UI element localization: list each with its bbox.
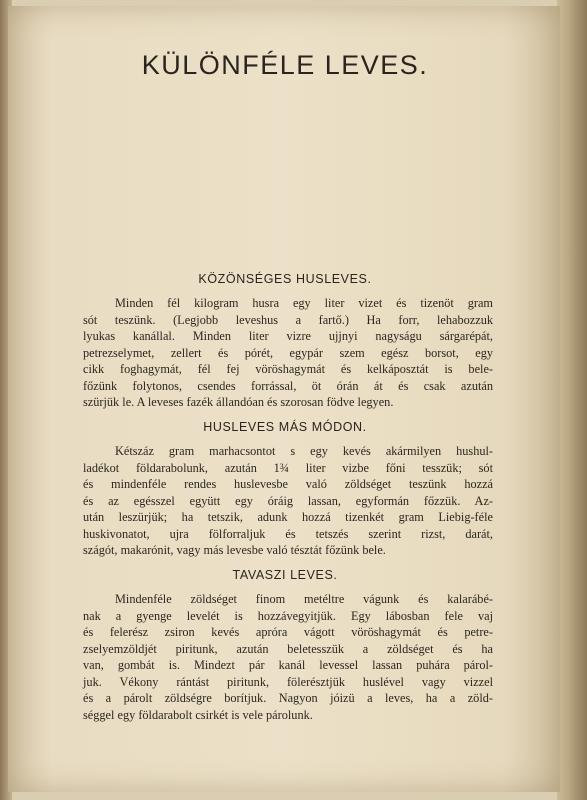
section-text-tavaszi-leves xyxy=(83,591,493,723)
text-line: Mindenféle zöldséget finom metéltre vágunk és kalarábé- xyxy=(115,592,493,606)
page-edges xyxy=(557,0,587,800)
section-text-husleves-mas-modon xyxy=(83,443,493,559)
text-line: cikk foghagymát, fél fej vöröshagymát és kelkáposztát is bele- xyxy=(83,362,493,376)
text-line: zselyemzöldjét piritunk, azután beletesszük a zöldséget és ha xyxy=(83,641,493,656)
text-line: juk. Vékony rántást piritunk, fölerésztjük huslével vagy vizzel xyxy=(83,674,493,689)
text-line: szürjük le. A leveses fazék állandóan és szorosan födve legyen. xyxy=(83,395,394,409)
text-line: van, gombát is. Mindezt pár kanál levessel lassan puhára párol- xyxy=(83,658,493,672)
text-line: és mindenféle rendes huslevesbe való zöldséget teszünk hozzá xyxy=(83,477,493,491)
text-line: lyukas kanállal. Minden liter vizre ujjnyi nagyságu sárgarépát, xyxy=(83,329,493,343)
text-line: Minden fél kilogram husra egy liter vizet és tizenöt gram xyxy=(115,296,493,310)
text-line: Kétszáz gram marhacsontot s egy kevés akármilyen hushul- xyxy=(115,444,493,458)
text-line: nak a gyenge levelét is hozzávegyitjük. Egy lábosban fele vaj xyxy=(83,608,493,623)
text-line: és a párolt zöldségre borítjuk. Nagyon jóizü a leves, ha a zöld- xyxy=(83,691,493,705)
text-line: szágót, makarónit, vagy más levesbe való tésztát főzünk bele. xyxy=(83,543,386,557)
text-line: huskivonatot, ujra fölforraljuk és tetszés szerint rizst, darát, xyxy=(83,526,493,541)
text-line: és az egésszel együtt egy óráig lassan, egyformán főzzük. Az- xyxy=(83,493,493,508)
text-line: ladékot földarabolunk, azután 1¾ liter vizbe főni tesszük; sót xyxy=(83,460,493,475)
text-line: és felerész zsiron kevés apróra vágott vöröshagymát és petre- xyxy=(83,625,493,639)
section-heading-kozonseges-husleves: KÖZÖNSÉGES HUSLEVES. xyxy=(198,272,372,286)
page-title: KÜLÖNFÉLE LEVES. xyxy=(141,50,429,80)
section-heading-tavaszi-leves: TAVASZI LEVES. xyxy=(232,568,338,582)
text-line: séggel egy földarabolt csirkét is vele párolunk. xyxy=(83,707,313,722)
text-line: után leszürjük; ha tetszik, adunk hozzá tizenkét gram Liebig-féle xyxy=(83,510,493,524)
section-text-kozonseges-husleves xyxy=(83,295,493,411)
text-line: petrezselymet, zellert és pórét, egypár szem egész borsot, egy xyxy=(83,345,493,360)
text-line: sót teszünk. (Legjobb leveshus a fartő.) Ha forr, lehabozzuk xyxy=(83,312,493,327)
section-heading-husleves-mas-modon: HUSLEVES MÁS MÓDON. xyxy=(203,420,367,434)
text-line: főzünk folytonos, csendes forrással, öt órán át és csak azután xyxy=(83,378,493,393)
